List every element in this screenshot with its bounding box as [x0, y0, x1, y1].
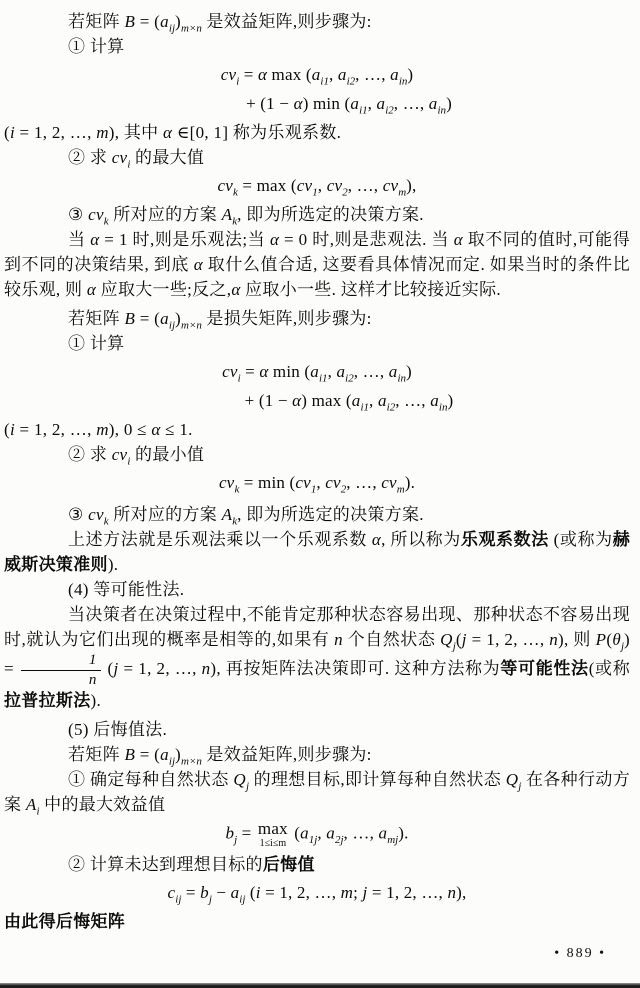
step-find-max-cv: ② 求 $cv_i$ 的最大值 [68, 148, 205, 171]
para-hurwicz-summary: 上述方法就是乐观法乘以一个乐观系数 α, 所以称为乐观系数法 (或称为赫威斯决策准则). [4, 530, 630, 574]
step-choose-plan-loss: ③ $cv_k$ 所对应的方案 $A_k$, 即为所选定的决策方案. [68, 505, 424, 528]
scan-edge-artifact [0, 983, 640, 988]
para-benefit-matrix-intro-regret: 若矩阵 $B = (a_{ij})_{m\times n}$ 是效益矩阵,则步骤为: [68, 745, 372, 768]
step-compute-benefit: ① 计算 [68, 37, 125, 56]
heading-method-5-regret-value: (5) 后悔值法. [68, 720, 168, 739]
page-number: • 889 • [554, 946, 606, 961]
para-range-loss: (i = 1, 2, …, m), 0 ≤ α ≤ 1. [4, 420, 193, 439]
para-alpha-discussion: 当 α = 1 时,则是乐观法;当 α = 0 时,则是悲观法. 当 α 取不同的值时,可能得到不同的决策结果, 到底 α 取什么值合适, 这要看具体情况而定. 如果当时的条件比较乐观, 则 α 应取大一些;反之,α 应取小一些. 这样才比较接近实际. [4, 230, 631, 299]
para-range-optimism-coefficient: (i = 1, 2, …, m), 其中 α ∈[0, 1] 称为乐观系数. [4, 123, 342, 142]
formula-cv-optimistic-line1: $cv_i = \alpha$ $\max (a_{i1}$, $a_{i2}$, …, $a_{in}$) [220, 65, 414, 88]
formula-cvk-min: $cv_k = \min (cv_1$, $cv_2$, …, $cv_m$). [218, 473, 416, 496]
step-ideal-target: ① 确定每种自然状态 $Q_j$ 的理想目标,即计算每种自然状态 $Q_j$ 在各种行动方案 $A_i$ 中的最大效益值 [4, 770, 630, 818]
step-compute-regret-value: ② 计算未达到理想目标的后悔值 [68, 854, 315, 874]
heading-method-4-equal-possibility: (4) 等可能性法. [68, 580, 185, 599]
formula-cv-pessimistic-line1: $cv_i = \alpha$ $\min (a_{i1}$, $a_{i2}$, …, $a_{in}$) [222, 362, 412, 385]
para-loss-matrix-intro: 若矩阵 $B = (a_{ij})_{m\times n}$ 是损失矩阵,则步骤为: [68, 309, 372, 332]
formula-bj-ideal-max: $b_j$ = max 1≤i≤m ($a_{1j}$, $a_{2j}$, …, $a_{mj}$). [225, 819, 409, 849]
formula-cv-optimistic-line2: + (1 − α) $\min (a_{i1}$, $a_{i2}$, …, $a_{in}$) [246, 94, 452, 117]
para-benefit-matrix-intro: 若矩阵 $B = (a_{ij})_{m\times n}$ 是效益矩阵,则步骤为: [68, 12, 372, 35]
step-find-min-cv: ② 求 $cv_i$ 的最小值 [68, 445, 205, 468]
para-equal-possibility-method: 当决策者在决策过程中,不能肯定那种状态容易出现、那种状态不容易出现时,就认为它们出现的概率是相等的,如果有 n 个自然状态 $Q_j(j = 1$, 2, …, n), 则 $P(\theta_j)$ = $\frac{1}{n}$ (j = 1, 2, …, n), 再按矩阵法决策即可. 这种方法称为等可能性法(或称拉普拉斯法). [4, 605, 631, 710]
step-choose-plan-benefit: ③ $cv_k$ 所对应的方案 $A_k$, 即为所选定的决策方案. [68, 205, 424, 228]
formula-cvk-max: $cv_k = \max (cv_1$, $cv_2$, …, $cv_m$), [217, 176, 417, 199]
formula-cv-pessimistic-line2: + (1 − α) $\max (a_{i1}$, $a_{i2}$, …, $a_{in}$) [244, 391, 454, 414]
step-compute-loss: ① 计算 [68, 334, 125, 353]
para-regret-matrix-result: 由此得后悔矩阵 [4, 911, 126, 931]
formula-regret-cij: $c_{ij} = b_j - a_{ij}$ (i = 1, 2, …, m; j = 1, 2, …, n), [167, 882, 467, 906]
